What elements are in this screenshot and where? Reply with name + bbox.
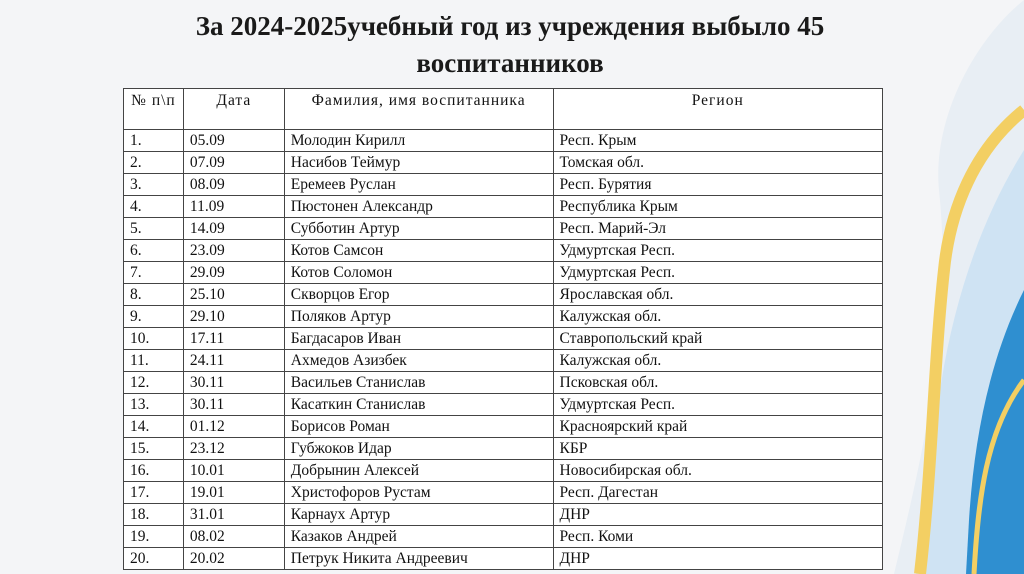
cell-name: Добрынин Алексей — [284, 460, 553, 482]
cell-number: 4. — [124, 196, 184, 218]
cell-region: Томская обл. — [553, 152, 883, 174]
cell-date: 29.09 — [183, 262, 284, 284]
cell-region: Удмуртская Респ. — [553, 240, 883, 262]
cell-name: Скворцов Егор — [284, 284, 553, 306]
cell-region: Ставропольский край — [553, 328, 883, 350]
table-header-row — [124, 89, 883, 130]
cell-name: Котов Соломон — [284, 262, 553, 284]
cell-region: Респ. Крым — [553, 130, 883, 152]
cell-number: 20. — [124, 548, 184, 570]
cell-number: 2. — [124, 152, 184, 174]
cell-name: Субботин Артур — [284, 218, 553, 240]
cell-date: 19.01 — [183, 482, 284, 504]
cell-number: 5. — [124, 218, 184, 240]
cell-name: Насибов Теймур — [284, 152, 553, 174]
cell-date: 23.09 — [183, 240, 284, 262]
cell-name: Казаков Андрей — [284, 526, 553, 548]
slide-title: За 2024-2025учебный год из учреждения выбыло 45 воспитанников — [195, 11, 825, 78]
cell-name: Васильев Станислав — [284, 372, 553, 394]
cell-region: ДНР — [553, 548, 883, 570]
cell-number: 15. — [124, 438, 184, 460]
cell-number: 6. — [124, 240, 184, 262]
table-row — [124, 504, 883, 526]
cell-name: Пюстонен Александр — [284, 196, 553, 218]
students-table — [123, 88, 883, 570]
table-row — [124, 262, 883, 284]
cell-date: 24.11 — [183, 350, 284, 372]
cell-date: 17.11 — [183, 328, 284, 350]
cell-name: Христофоров Рустам — [284, 482, 553, 504]
cell-date: 10.01 — [183, 460, 284, 482]
cell-region: Красноярский край — [553, 416, 883, 438]
cell-number: 14. — [124, 416, 184, 438]
cell-date: 05.09 — [183, 130, 284, 152]
cell-number: 19. — [124, 526, 184, 548]
cell-name: Касаткин Станислав — [284, 394, 553, 416]
cell-region: Ярославская обл. — [553, 284, 883, 306]
header-date: Дата — [183, 89, 284, 130]
cell-date: 25.10 — [183, 284, 284, 306]
cell-region: Респ. Коми — [553, 526, 883, 548]
cell-region: Калужская обл. — [553, 350, 883, 372]
cell-date: 30.11 — [183, 372, 284, 394]
table-row — [124, 306, 883, 328]
table-row — [124, 416, 883, 438]
cell-name: Карнаух Артур — [284, 504, 553, 526]
header-name: Фамилия, имя воспитанника — [284, 89, 553, 130]
header-number: № п\п — [124, 89, 184, 130]
cell-region: Респ. Бурятия — [553, 174, 883, 196]
cell-number: 16. — [124, 460, 184, 482]
table-row — [124, 350, 883, 372]
cell-number: 11. — [124, 350, 184, 372]
cell-number: 7. — [124, 262, 184, 284]
cell-date: 01.12 — [183, 416, 284, 438]
cell-region: ДНР — [553, 504, 883, 526]
cell-number: 1. — [124, 130, 184, 152]
cell-name: Петрук Никита Андреевич — [284, 548, 553, 570]
cell-name: Молодин Кирилл — [284, 130, 553, 152]
cell-region: Удмуртская Респ. — [553, 262, 883, 284]
cell-region: Удмуртская Респ. — [553, 394, 883, 416]
cell-name: Еремеев Руслан — [284, 174, 553, 196]
table-row — [124, 284, 883, 306]
cell-number: 10. — [124, 328, 184, 350]
table-row — [124, 372, 883, 394]
cell-date: 29.10 — [183, 306, 284, 328]
cell-date: 08.09 — [183, 174, 284, 196]
cell-number: 12. — [124, 372, 184, 394]
cell-date: 30.11 — [183, 394, 284, 416]
cell-number: 13. — [124, 394, 184, 416]
table-row — [124, 526, 883, 548]
table-row — [124, 152, 883, 174]
table-row — [124, 174, 883, 196]
table-row — [124, 240, 883, 262]
cell-region: Респ. Марий-Эл — [553, 218, 883, 240]
cell-name: Губжоков Идар — [284, 438, 553, 460]
cell-region: Калужская обл. — [553, 306, 883, 328]
table-row — [124, 460, 883, 482]
cell-number: 8. — [124, 284, 184, 306]
cell-number: 17. — [124, 482, 184, 504]
cell-region: КБР — [553, 438, 883, 460]
cell-date: 08.02 — [183, 526, 284, 548]
cell-date: 11.09 — [183, 196, 284, 218]
cell-name: Багдасаров Иван — [284, 328, 553, 350]
cell-region: Республика Крым — [553, 196, 883, 218]
cell-date: 31.01 — [183, 504, 284, 526]
cell-name: Борисов Роман — [284, 416, 553, 438]
cell-date: 23.12 — [183, 438, 284, 460]
cell-name: Котов Самсон — [284, 240, 553, 262]
cell-date: 20.02 — [183, 548, 284, 570]
cell-region: Псковская обл. — [553, 372, 883, 394]
table-row — [124, 394, 883, 416]
table-row — [124, 328, 883, 350]
table-row — [124, 196, 883, 218]
header-region: Регион — [553, 89, 883, 130]
table-row — [124, 438, 883, 460]
table-row — [124, 218, 883, 240]
cell-number: 3. — [124, 174, 184, 196]
cell-region: Новосибирская обл. — [553, 460, 883, 482]
cell-region: Респ. Дагестан — [553, 482, 883, 504]
cell-number: 9. — [124, 306, 184, 328]
table-row — [124, 548, 883, 570]
cell-date: 07.09 — [183, 152, 284, 174]
cell-number: 18. — [124, 504, 184, 526]
table-row — [124, 482, 883, 504]
cell-name: Ахмедов Азизбек — [284, 350, 553, 372]
table-row — [124, 130, 883, 152]
cell-name: Поляков Артур — [284, 306, 553, 328]
cell-date: 14.09 — [183, 218, 284, 240]
